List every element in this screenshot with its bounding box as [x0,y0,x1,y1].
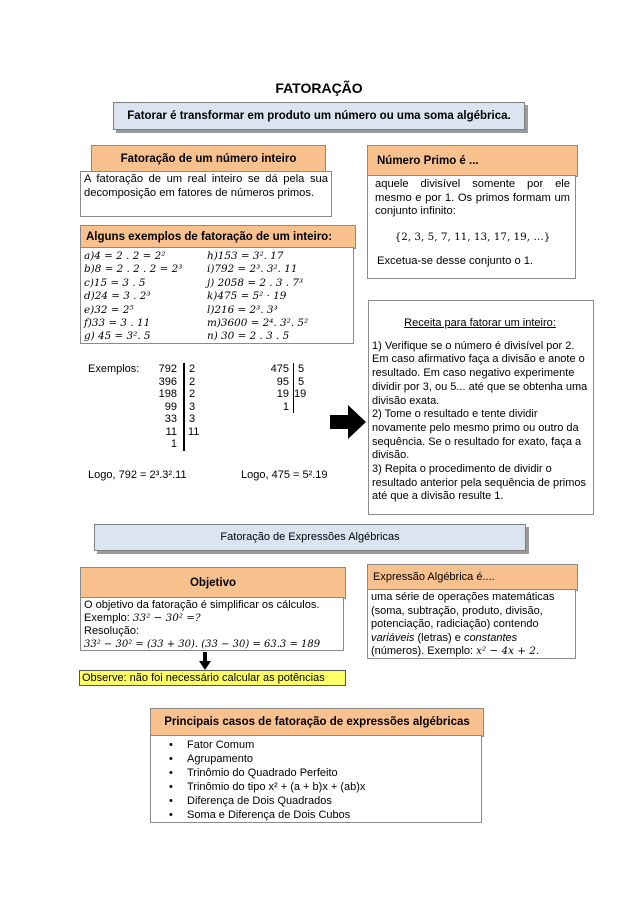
dividend: 396 [158,375,177,388]
example-f: f)33 = 3 . 11 [84,316,151,329]
algebraic-example: x² − 4x + 2. [476,645,540,658]
objective-box [80,597,344,651]
examples-heading [80,225,356,249]
objective-example-label: Exemplo: [84,612,130,624]
example-m: m)3600 = 2⁴. 3². 5² [207,316,309,329]
example-c: c)15 = 3 . 5 [84,276,146,289]
algebraic-section-title: Fatoração de Expressões Algébricas [220,531,400,543]
objective-heading-text: Objetivo [189,577,236,589]
number-factor-heading-text: Fatoração de um número inteiro [120,153,297,165]
example-i: i)792 = 2³. 3². 11 [207,263,298,276]
algebraic-variables: variáveis [371,631,415,644]
dividend: 1 [170,438,177,450]
list-item: • Soma e Diferença de Dois Cubos [151,808,481,822]
list-item: • Diferença de Dois Quadrados [151,794,481,808]
definition-text: Fatorar é transformar em produto um número ou uma soma algébrica. [127,110,511,122]
objective-example-math: 33² − 30² =? [132,612,201,624]
cases-heading [150,708,484,737]
number-factor-box [80,171,332,217]
divisor: 5 [298,375,305,388]
example-l: l)216 = 2³. 3³ [207,303,278,316]
observe-note-text: Observe: não foi necessário calcular as potências [82,672,325,684]
dividend: 11 [165,425,177,438]
number-factor-heading [91,145,326,173]
example-e: e)32 = 2⁵ [84,303,134,316]
page-title: FATORAÇÃO [275,80,363,96]
algebraic-constants: constantes [463,631,518,644]
prime-text: aquele divisível somente por ele mesmo e por 1. Os primos formam um conjunto infinito: [375,178,570,218]
dividend: 33 [164,413,177,425]
divisor: 11 [188,425,200,438]
example-n: n) 30 = 2 . 3 . 5 [207,330,290,343]
example-b: b)8 = 2 . 2 . 2 = 2³ [84,263,183,276]
algebraic-text-a: uma série de operações matemáticas (soma, subtração, produto, divisão, potenciação, radiciação) contendo [371,591,555,631]
algebraic-section-banner [94,524,526,551]
divisor: 5 [298,363,305,375]
dividend: 19 [276,388,289,400]
definition-banner [113,102,525,130]
example-g: g) 45 = 3². 5 [84,330,151,343]
example-h: h)153 = 3². 17 [207,250,284,262]
prime-heading [367,145,578,177]
recipe-box [368,300,594,515]
divisor: 2 [189,388,196,400]
divisor: 2 [189,375,196,388]
divisor: 3 [189,400,196,413]
result-475: Logo, 475 = 5².19 [241,469,328,481]
divisor: 19 [294,388,307,400]
cases-heading-text: Principais casos de fatoração de expressões algébricas [164,716,470,728]
examples-heading-text: Alguns exemplos de fatoração de um inteiro: [86,231,333,243]
prime-box [367,175,576,279]
prime-note: Excetua-se desse conjunto o 1. [377,255,534,268]
worked-examples-label: Exemplos: [88,363,140,375]
cases-list [151,738,481,822]
objective-line-4: 33² − 30² = (33 + 30). (33 − 30) = 63.3 = 189 [84,639,321,650]
recipe-step-3: 3) Repita o procedimento de dividir o resultado anterior pela sequência de primos até que a divisão resulte 1. [372,463,587,503]
objective-heading [80,567,346,599]
cases-box [150,735,482,823]
dividend: 792 [158,363,177,375]
dividend: 475 [270,363,289,375]
arrow-down-icon [199,652,211,670]
recipe-step-2: 2) Tome o resultado e tente dividir novamente pelo mesmo primo ou outro da sequência. Se o resultado for exato, faça a divisão. [372,408,582,462]
algebraic-box [367,589,576,659]
example-d: d)24 = 3 . 2³ [84,290,151,303]
algebraic-text-c: (números). Exemplo: [371,645,474,658]
list-item: • Fator Comum [151,738,481,752]
examples-box [80,247,354,344]
divisor: 2 [189,363,196,375]
objective-line-1: O objetivo da fatoração é simplificar os cálculos. [84,599,320,611]
arrow-right-icon [330,405,366,439]
recipe-step-1: 1) Verifique se o número é divisível por 2. Em caso afirmativo faça a divisão e anote o resultado. Em caso negativo experimente dividir por 3, ou 5... até que se obtenha uma divisão exata. [372,339,588,407]
example-k: k)475 = 5² · 19 [207,290,287,303]
list-item: • Agrupamento [151,752,481,766]
example-j: j) 2058 = 2 . 3 . 7³ [207,276,304,289]
algebraic-heading-text: Expressão Algébrica é.... [373,571,495,583]
dividend: 95 [276,375,289,388]
list-item: • Trinômio do tipo x² + (a + b)x + (ab)x [151,780,481,794]
algebraic-heading [367,564,578,591]
recipe-heading: Receita para fatorar um inteiro: [404,317,556,329]
number-factor-text: A fatoração de um real inteiro se dá pela sua decomposição em fatores de números primos. [84,173,328,199]
prime-set: {2, 3, 5, 7, 11, 13, 17, 19, …} [394,230,551,243]
divisor: 3 [189,413,196,425]
dividend: 1 [282,400,289,413]
dividend: 99 [164,400,177,413]
example-a: a)4 = 2 . 2 = 2² [84,250,166,262]
list-item: • Trinômio do Quadrado Perfeito [151,766,481,780]
division-bar [183,363,185,451]
prime-heading-text: Número Primo é ... [377,155,479,167]
observe-note [79,670,346,686]
dividend: 198 [158,388,177,400]
result-792: Logo, 792 = 2³.3².11 [88,469,187,481]
algebraic-text-b: (letras) e [417,631,461,644]
objective-line-3: Resolução: [84,625,140,637]
